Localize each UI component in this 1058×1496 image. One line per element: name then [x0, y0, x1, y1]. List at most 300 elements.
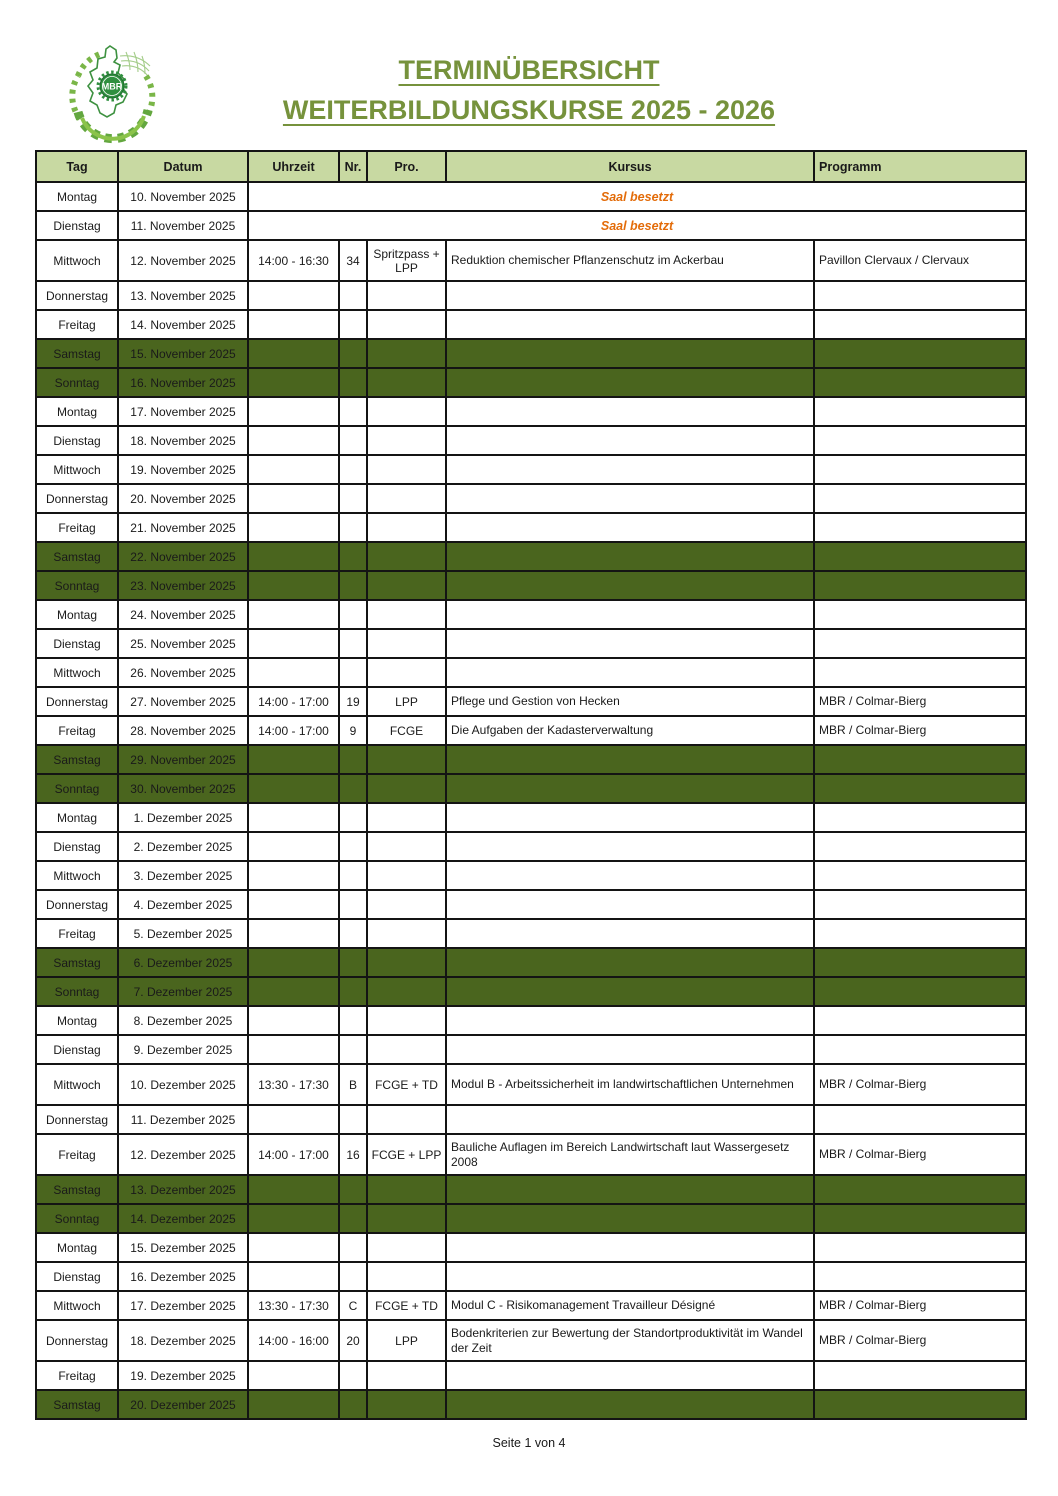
cell-nr [339, 1006, 367, 1035]
schedule-table-body [36, 182, 1026, 1419]
cell-uhrzeit: 13:30 - 17:30 [248, 1291, 339, 1320]
table-row [36, 1320, 1026, 1361]
cell-kursus [446, 281, 814, 310]
cell-uhrzeit [248, 803, 339, 832]
cell-nr [339, 774, 367, 803]
table-row [36, 803, 1026, 832]
cell-uhrzeit [248, 368, 339, 397]
cell-datum: 7. Dezember 2025 [118, 977, 248, 1006]
table-row [36, 1204, 1026, 1233]
cell-pro [367, 1175, 446, 1204]
cell-tag: Donnerstag [36, 1105, 118, 1134]
cell-datum: 20. November 2025 [118, 484, 248, 513]
cell-programm [814, 600, 1026, 629]
table-row [36, 716, 1026, 745]
cell-tag: Mittwoch [36, 1064, 118, 1105]
cell-datum: 30. November 2025 [118, 774, 248, 803]
cell-datum: 10. Dezember 2025 [118, 1064, 248, 1105]
cell-pro [367, 948, 446, 977]
cell-pro [367, 1204, 446, 1233]
cell-nr [339, 1233, 367, 1262]
cell-uhrzeit [248, 600, 339, 629]
cell-tag: Donnerstag [36, 281, 118, 310]
cell-datum: 26. November 2025 [118, 658, 248, 687]
cell-uhrzeit [248, 658, 339, 687]
cell-nr: B [339, 1064, 367, 1105]
cell-programm [814, 368, 1026, 397]
cell-pro [367, 919, 446, 948]
cell-kursus [446, 571, 814, 600]
cell-programm: MBR / Colmar-Bierg [814, 1064, 1026, 1105]
cell-kursus [446, 1035, 814, 1064]
cell-tag: Mittwoch [36, 658, 118, 687]
cell-nr [339, 629, 367, 658]
cell-tag: Sonntag [36, 774, 118, 803]
cell-uhrzeit [248, 1006, 339, 1035]
cell-kursus [446, 1262, 814, 1291]
column-header-programm: Programm [814, 151, 1026, 182]
cell-programm [814, 1361, 1026, 1390]
cell-nr [339, 1361, 367, 1390]
column-header-nr: Nr. [339, 151, 367, 182]
cell-datum: 29. November 2025 [118, 745, 248, 774]
cell-nr [339, 1262, 367, 1291]
cell-kursus [446, 977, 814, 1006]
cell-programm [814, 281, 1026, 310]
cell-nr [339, 426, 367, 455]
table-row [36, 542, 1026, 571]
cell-tag: Sonntag [36, 977, 118, 1006]
table-row [36, 1262, 1026, 1291]
cell-programm: MBR / Colmar-Bierg [814, 1320, 1026, 1361]
cell-datum: 23. November 2025 [118, 571, 248, 600]
cell-uhrzeit [248, 890, 339, 919]
schedule-table [35, 150, 1027, 1420]
cell-programm [814, 542, 1026, 571]
cell-kursus [446, 426, 814, 455]
cell-kursus: Bodenkriterien zur Bewertung der Standortproduktivität im Wandel der Zeit [446, 1320, 814, 1361]
cell-pro [367, 1390, 446, 1419]
cell-programm [814, 1204, 1026, 1233]
table-row [36, 182, 1026, 211]
cell-programm [814, 426, 1026, 455]
cell-pro [367, 1233, 446, 1262]
cell-datum: 5. Dezember 2025 [118, 919, 248, 948]
cell-tag: Dienstag [36, 832, 118, 861]
table-row [36, 948, 1026, 977]
cell-uhrzeit: 14:00 - 17:00 [248, 687, 339, 716]
cell-uhrzeit [248, 455, 339, 484]
cell-programm [814, 1233, 1026, 1262]
cell-tag: Freitag [36, 1361, 118, 1390]
cell-tag: Montag [36, 803, 118, 832]
cell-kursus [446, 368, 814, 397]
cell-pro: FCGE + LPP [367, 1134, 446, 1175]
cell-uhrzeit [248, 1204, 339, 1233]
page-title: TERMINÜBERSICHT [398, 55, 660, 85]
cell-pro [367, 1006, 446, 1035]
cell-programm [814, 455, 1026, 484]
cell-nr [339, 1175, 367, 1204]
cell-pro [367, 1361, 446, 1390]
cell-uhrzeit [248, 1175, 339, 1204]
cell-datum: 1. Dezember 2025 [118, 803, 248, 832]
cell-programm [814, 658, 1026, 687]
table-row [36, 368, 1026, 397]
cell-nr [339, 1390, 367, 1419]
cell-tag: Donnerstag [36, 687, 118, 716]
cell-datum: 15. November 2025 [118, 339, 248, 368]
table-row [36, 890, 1026, 919]
cell-nr [339, 745, 367, 774]
cell-kursus [446, 1361, 814, 1390]
table-row [36, 571, 1026, 600]
table-header-row [36, 151, 1026, 182]
cell-uhrzeit: 14:00 - 16:00 [248, 1320, 339, 1361]
cell-datum: 19. Dezember 2025 [118, 1361, 248, 1390]
cell-kursus [446, 629, 814, 658]
cell-datum: 12. November 2025 [118, 240, 248, 281]
cell-pro: LPP [367, 1320, 446, 1361]
cell-kursus [446, 658, 814, 687]
page-footer [0, 1436, 1058, 1450]
cell-kursus [446, 919, 814, 948]
cell-uhrzeit [248, 977, 339, 1006]
cell-pro: LPP [367, 687, 446, 716]
cell-uhrzeit [248, 339, 339, 368]
cell-programm [814, 1390, 1026, 1419]
table-row [36, 658, 1026, 687]
table-row [36, 281, 1026, 310]
cell-datum: 17. November 2025 [118, 397, 248, 426]
table-row [36, 1291, 1026, 1320]
cell-datum: 4. Dezember 2025 [118, 890, 248, 919]
cell-uhrzeit [248, 919, 339, 948]
cell-tag: Donnerstag [36, 1320, 118, 1361]
cell-tag: Montag [36, 1006, 118, 1035]
cell-uhrzeit [248, 745, 339, 774]
cell-kursus [446, 542, 814, 571]
cell-uhrzeit [248, 1105, 339, 1134]
cell-pro [367, 484, 446, 513]
cell-kursus [446, 1006, 814, 1035]
table-row [36, 745, 1026, 774]
cell-datum: 14. November 2025 [118, 310, 248, 339]
column-header-kursus: Kursus [446, 151, 814, 182]
table-row [36, 1390, 1026, 1419]
table-row [36, 1105, 1026, 1134]
cell-programm [814, 1175, 1026, 1204]
cell-pro [367, 832, 446, 861]
cell-pro: Spritzpass + LPP [367, 240, 446, 281]
title-block [0, 50, 1058, 130]
cell-nr [339, 1035, 367, 1064]
cell-saal-besetzt: Saal besetzt [248, 211, 1026, 240]
cell-nr [339, 281, 367, 310]
cell-uhrzeit [248, 1035, 339, 1064]
table-row [36, 339, 1026, 368]
cell-tag: Mittwoch [36, 1291, 118, 1320]
cell-datum: 19. November 2025 [118, 455, 248, 484]
cell-uhrzeit [248, 948, 339, 977]
cell-nr [339, 542, 367, 571]
table-row [36, 513, 1026, 542]
cell-datum: 13. Dezember 2025 [118, 1175, 248, 1204]
cell-kursus [446, 948, 814, 977]
cell-kursus [446, 832, 814, 861]
table-row [36, 455, 1026, 484]
cell-tag: Freitag [36, 1134, 118, 1175]
table-row [36, 426, 1026, 455]
cell-nr [339, 513, 367, 542]
cell-uhrzeit [248, 832, 339, 861]
table-row [36, 1006, 1026, 1035]
table-row [36, 484, 1026, 513]
cell-nr [339, 919, 367, 948]
cell-kursus: Modul C - Risikomanagement Travailleur Désigné [446, 1291, 814, 1320]
cell-tag: Montag [36, 600, 118, 629]
cell-pro [367, 629, 446, 658]
cell-datum: 11. Dezember 2025 [118, 1105, 248, 1134]
cell-uhrzeit [248, 861, 339, 890]
cell-pro: FCGE + TD [367, 1064, 446, 1105]
cell-tag: Samstag [36, 948, 118, 977]
table-row [36, 397, 1026, 426]
cell-datum: 2. Dezember 2025 [118, 832, 248, 861]
cell-kursus [446, 890, 814, 919]
cell-nr [339, 890, 367, 919]
cell-programm [814, 513, 1026, 542]
cell-nr [339, 310, 367, 339]
cell-nr [339, 368, 367, 397]
cell-pro [367, 1035, 446, 1064]
cell-programm [814, 1035, 1026, 1064]
cell-pro [367, 513, 446, 542]
cell-pro: FCGE [367, 716, 446, 745]
cell-tag: Samstag [36, 542, 118, 571]
cell-uhrzeit: 14:00 - 17:00 [248, 1134, 339, 1175]
cell-datum: 15. Dezember 2025 [118, 1233, 248, 1262]
table-row [36, 211, 1026, 240]
table-row [36, 774, 1026, 803]
cell-tag: Samstag [36, 1175, 118, 1204]
table-row [36, 600, 1026, 629]
cell-programm [814, 1262, 1026, 1291]
cell-pro [367, 339, 446, 368]
table-row [36, 919, 1026, 948]
cell-pro: FCGE + TD [367, 1291, 446, 1320]
cell-datum: 12. Dezember 2025 [118, 1134, 248, 1175]
cell-programm: MBR / Colmar-Bierg [814, 1134, 1026, 1175]
cell-tag: Sonntag [36, 368, 118, 397]
table-row [36, 310, 1026, 339]
table-row [36, 687, 1026, 716]
cell-uhrzeit [248, 1233, 339, 1262]
cell-uhrzeit [248, 774, 339, 803]
cell-tag: Donnerstag [36, 890, 118, 919]
cell-uhrzeit [248, 484, 339, 513]
cell-pro [367, 571, 446, 600]
page-subtitle: WEITERBILDUNGSKURSE 2025 - 2026 [282, 95, 776, 125]
cell-nr [339, 455, 367, 484]
cell-nr [339, 484, 367, 513]
cell-tag: Dienstag [36, 211, 118, 240]
cell-nr: 20 [339, 1320, 367, 1361]
cell-tag: Mittwoch [36, 455, 118, 484]
cell-tag: Montag [36, 1233, 118, 1262]
cell-kursus [446, 803, 814, 832]
cell-programm [814, 310, 1026, 339]
cell-nr: 9 [339, 716, 367, 745]
cell-datum: 21. November 2025 [118, 513, 248, 542]
cell-datum: 3. Dezember 2025 [118, 861, 248, 890]
cell-uhrzeit: 14:00 - 16:30 [248, 240, 339, 281]
cell-pro [367, 861, 446, 890]
cell-pro [367, 1262, 446, 1291]
table-row [36, 1175, 1026, 1204]
cell-tag: Donnerstag [36, 484, 118, 513]
cell-programm [814, 774, 1026, 803]
cell-uhrzeit [248, 281, 339, 310]
cell-pro [367, 368, 446, 397]
cell-nr: 34 [339, 240, 367, 281]
cell-programm: MBR / Colmar-Bierg [814, 716, 1026, 745]
cell-tag: Samstag [36, 745, 118, 774]
cell-kursus [446, 484, 814, 513]
cell-programm [814, 948, 1026, 977]
cell-datum: 6. Dezember 2025 [118, 948, 248, 977]
cell-tag: Dienstag [36, 1262, 118, 1291]
cell-kursus [446, 1175, 814, 1204]
cell-datum: 18. November 2025 [118, 426, 248, 455]
cell-nr: 16 [339, 1134, 367, 1175]
cell-datum: 16. November 2025 [118, 368, 248, 397]
table-row [36, 1361, 1026, 1390]
cell-datum: 11. November 2025 [118, 211, 248, 240]
cell-datum: 24. November 2025 [118, 600, 248, 629]
cell-datum: 27. November 2025 [118, 687, 248, 716]
cell-kursus [446, 1233, 814, 1262]
cell-tag: Mittwoch [36, 240, 118, 281]
cell-datum: 28. November 2025 [118, 716, 248, 745]
cell-pro [367, 1105, 446, 1134]
cell-pro [367, 281, 446, 310]
cell-nr [339, 571, 367, 600]
cell-tag: Dienstag [36, 1035, 118, 1064]
column-header-datum: Datum [118, 151, 248, 182]
cell-pro [367, 977, 446, 1006]
cell-tag: Dienstag [36, 426, 118, 455]
table-row [36, 861, 1026, 890]
cell-kursus: Modul B - Arbeitssicherheit im landwirtschaftlichen Unternehmen [446, 1064, 814, 1105]
cell-kursus [446, 513, 814, 542]
cell-pro [367, 542, 446, 571]
cell-datum: 25. November 2025 [118, 629, 248, 658]
cell-uhrzeit: 13:30 - 17:30 [248, 1064, 339, 1105]
cell-kursus [446, 600, 814, 629]
cell-uhrzeit [248, 310, 339, 339]
cell-datum: 17. Dezember 2025 [118, 1291, 248, 1320]
cell-pro [367, 658, 446, 687]
cell-uhrzeit [248, 629, 339, 658]
cell-tag: Samstag [36, 1390, 118, 1419]
cell-nr [339, 861, 367, 890]
cell-programm [814, 1105, 1026, 1134]
cell-programm [814, 1006, 1026, 1035]
cell-nr [339, 1105, 367, 1134]
cell-kursus [446, 1204, 814, 1233]
cell-programm [814, 861, 1026, 890]
cell-kursus [446, 861, 814, 890]
cell-programm [814, 803, 1026, 832]
cell-nr [339, 948, 367, 977]
cell-kursus [446, 774, 814, 803]
cell-datum: 14. Dezember 2025 [118, 1204, 248, 1233]
table-row [36, 240, 1026, 281]
cell-pro [367, 455, 446, 484]
cell-uhrzeit [248, 542, 339, 571]
cell-datum: 18. Dezember 2025 [118, 1320, 248, 1361]
cell-kursus: Reduktion chemischer Pflanzenschutz im Ackerbau [446, 240, 814, 281]
table-row [36, 832, 1026, 861]
cell-pro [367, 890, 446, 919]
cell-uhrzeit [248, 571, 339, 600]
cell-kursus [446, 310, 814, 339]
cell-programm [814, 745, 1026, 774]
cell-datum: 8. Dezember 2025 [118, 1006, 248, 1035]
table-row [36, 1233, 1026, 1262]
cell-pro [367, 310, 446, 339]
column-header-uhrzeit: Uhrzeit [248, 151, 339, 182]
column-header-pro: Pro. [367, 151, 446, 182]
cell-nr [339, 397, 367, 426]
cell-pro [367, 803, 446, 832]
cell-pro [367, 397, 446, 426]
cell-nr [339, 977, 367, 1006]
cell-tag: Dienstag [36, 629, 118, 658]
cell-tag: Freitag [36, 919, 118, 948]
cell-nr [339, 339, 367, 368]
cell-kursus [446, 397, 814, 426]
cell-nr [339, 658, 367, 687]
cell-nr [339, 600, 367, 629]
cell-kursus [446, 339, 814, 368]
cell-programm [814, 890, 1026, 919]
cell-kursus [446, 745, 814, 774]
table-row [36, 977, 1026, 1006]
table-row [36, 1064, 1026, 1105]
cell-tag: Montag [36, 182, 118, 211]
cell-datum: 20. Dezember 2025 [118, 1390, 248, 1419]
cell-tag: Sonntag [36, 571, 118, 600]
cell-datum: 16. Dezember 2025 [118, 1262, 248, 1291]
cell-uhrzeit [248, 513, 339, 542]
cell-pro [367, 600, 446, 629]
cell-datum: 13. November 2025 [118, 281, 248, 310]
cell-kursus: Die Aufgaben der Kadasterverwaltung [446, 716, 814, 745]
cell-nr [339, 803, 367, 832]
cell-nr: C [339, 1291, 367, 1320]
cell-programm [814, 832, 1026, 861]
cell-tag: Freitag [36, 310, 118, 339]
cell-programm [814, 484, 1026, 513]
cell-programm [814, 571, 1026, 600]
cell-programm: MBR / Colmar-Bierg [814, 1291, 1026, 1320]
cell-tag: Sonntag [36, 1204, 118, 1233]
cell-tag: Freitag [36, 716, 118, 745]
cell-programm [814, 977, 1026, 1006]
column-header-tag: Tag [36, 151, 118, 182]
